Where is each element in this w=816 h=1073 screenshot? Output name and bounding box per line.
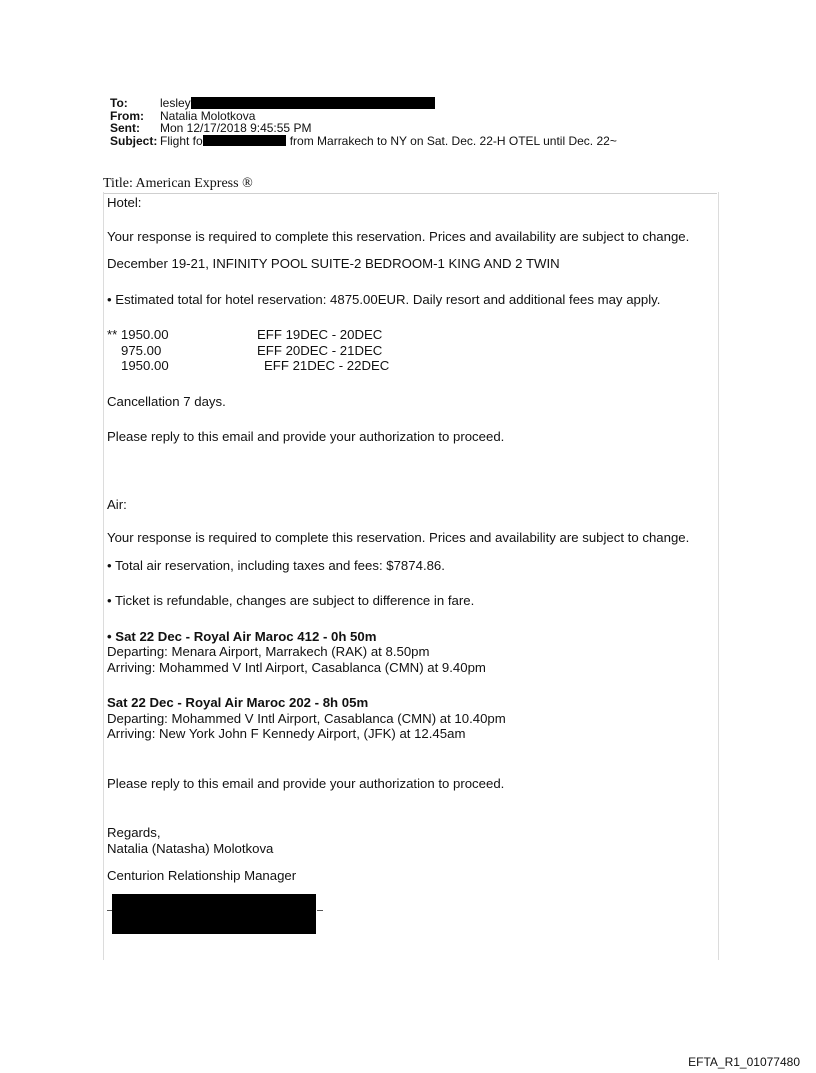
subject-prefix: Flight fo bbox=[160, 133, 203, 148]
flight-title: Sat 22 Dec - Royal Air Maroc 202 - 8h 05m bbox=[107, 695, 369, 710]
document-id: EFTA_R1_01077480 bbox=[688, 1055, 800, 1069]
link-underline bbox=[317, 898, 323, 911]
air-notice: Your response is required to complete this reservation. Prices and availability are subject to change. bbox=[107, 530, 690, 545]
air-heading: Air: bbox=[107, 496, 127, 512]
message-body bbox=[107, 195, 712, 934]
sent-row bbox=[110, 122, 617, 135]
sent-value: Mon 12/17/2018 9:45:55 PM bbox=[160, 121, 312, 135]
document-title: Title: American Express ® bbox=[103, 176, 717, 194]
signature-role: Centurion Relationship Manager bbox=[107, 868, 297, 883]
redaction-block bbox=[112, 894, 316, 934]
from-value: Natalia Molotkova bbox=[160, 108, 256, 123]
flight-block bbox=[107, 695, 712, 742]
air-reply: Please reply to this email and provide your authorization to proceed. bbox=[107, 775, 505, 791]
price-period: EFF 20DEC - 21DEC bbox=[257, 342, 383, 358]
hotel-notice: Your response is required to complete this reservation. Prices and availability are subject to change. bbox=[107, 228, 690, 244]
air-total: • Total air reservation, including taxes and fees: $7874.86. bbox=[107, 557, 445, 573]
redaction-block bbox=[203, 135, 286, 146]
price-amount: ** 1950.00 bbox=[107, 327, 169, 342]
signature-regards: Regards, bbox=[107, 825, 161, 840]
email-link[interactable] bbox=[107, 894, 712, 934]
flight-title: • Sat 22 Dec - Royal Air Maroc 412 - 0h 50m bbox=[107, 628, 377, 644]
to-row bbox=[110, 97, 617, 110]
to-value: lesley bbox=[160, 96, 191, 110]
hotel-heading: Hotel: bbox=[107, 195, 142, 210]
flight-depart: Departing: Menara Airport, Marrakech (RAK) at 8.50pm bbox=[107, 644, 430, 659]
price-list bbox=[107, 327, 712, 374]
subject-suffix: from Marrakech to NY on Sat. Dec. 22-H OTEL until Dec. 22~ bbox=[289, 133, 617, 148]
flight-block bbox=[107, 629, 712, 676]
price-amount: 975.00 bbox=[121, 342, 162, 358]
to-label: To: bbox=[110, 96, 128, 110]
from-label: From: bbox=[110, 108, 144, 123]
hotel-estimate: • Estimated total for hotel reservation: 4875.00EUR. Daily resort and additional fees may apply. bbox=[107, 291, 661, 307]
flight-arrive: Arriving: Mohammed V Intl Airport, Casablanca (CMN) at 9.40pm bbox=[107, 659, 486, 675]
email-header bbox=[110, 97, 617, 147]
price-period: EFF 21DEC - 22DEC bbox=[264, 358, 390, 373]
price-row bbox=[107, 343, 712, 359]
hotel-reply: Please reply to this email and provide your authorization to proceed. bbox=[107, 429, 505, 444]
price-row bbox=[107, 358, 712, 374]
signature-name: Natalia (Natasha) Molotkova bbox=[107, 840, 274, 856]
hotel-room: December 19-21, INFINITY POOL SUITE-2 BEDROOM-1 KING AND 2 TWIN bbox=[107, 256, 560, 271]
subject-label: Subject: bbox=[110, 133, 158, 148]
price-row bbox=[107, 327, 712, 343]
air-refund: • Ticket is refundable, changes are subject to difference in fare. bbox=[107, 593, 475, 608]
sent-label: Sent: bbox=[110, 121, 140, 135]
hotel-cancellation: Cancellation 7 days. bbox=[107, 393, 226, 409]
price-period: EFF 19DEC - 20DEC bbox=[257, 327, 383, 342]
subject-row bbox=[110, 135, 617, 148]
redaction-block bbox=[191, 97, 435, 109]
price-amount: 1950.00 bbox=[121, 358, 169, 373]
flight-arrive: Arriving: New York John F Kennedy Airport, (JFK) at 12.45am bbox=[107, 726, 466, 741]
flight-depart: Departing: Mohammed V Intl Airport, Casablanca (CMN) at 10.40pm bbox=[107, 710, 506, 726]
